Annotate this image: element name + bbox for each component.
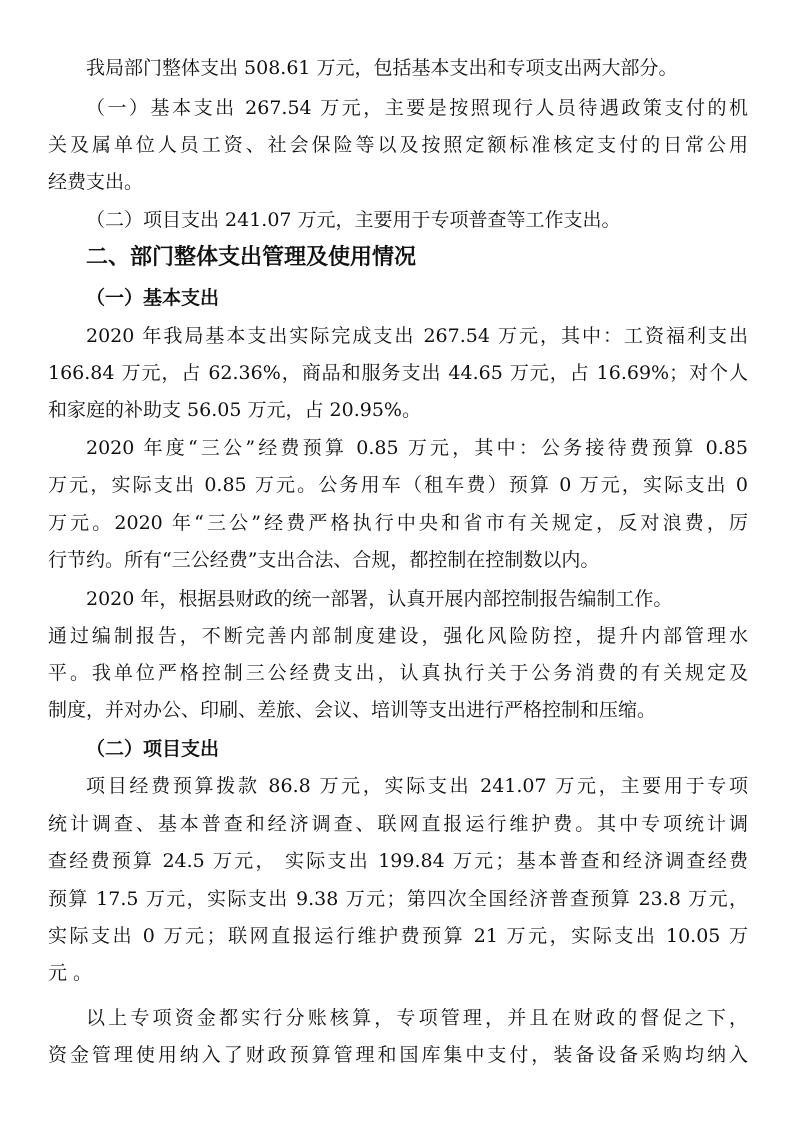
- paragraph-line: 和家庭的补助支 56.05 万元，占 20.95%。: [48, 399, 421, 421]
- paragraph-line: 经费支出。: [48, 171, 144, 193]
- paragraph-line: 统计调查、基本普查和经济调查、联网直报运行维护费。其中专项统计调: [48, 813, 748, 835]
- paragraph-line: 2020 年我局基本支出实际完成支出 267.54 万元，其中：工资福利支出: [86, 325, 748, 347]
- section-heading: 二、部门整体支出管理及使用情况: [86, 245, 417, 270]
- paragraph-line: （一）基本支出 267.54 万元，主要是按照现行人员待遇政策支付的机: [86, 97, 748, 119]
- paragraph-line: 166.84 万元，占 62.36%，商品和服务支出 44.65 万元，占 16.69%；对个人: [48, 362, 748, 384]
- paragraph-line: 万元。2020 年“三公”经费严格执行中央和省市有关规定，反对浪费，厉: [48, 512, 748, 534]
- paragraph-line: 2020 年，根据县财政的统一部署，认真开展内部控制报告编制工作。: [86, 588, 673, 610]
- paragraph-line: 预算 17.5 万元，实际支出 9.38 万元；第四次全国经济普查预算 23.8 万元，: [48, 888, 748, 910]
- paragraph-line: 实际支出 0 万元；联网直报运行维护费预算 21 万元，实际支出 10.05 万: [48, 925, 748, 947]
- paragraph-line: 万元，实际支出 0.85 万元。公务用车（租车费）预算 0 万元，实际支出 0: [48, 474, 748, 496]
- subsection-heading: （一）基本支出: [86, 287, 220, 309]
- paragraph-line: 以上专项资金都实行分账核算，专项管理，并且在财政的督促之下，: [86, 1007, 748, 1029]
- subsection-heading: （二）项目支出: [86, 738, 220, 760]
- paragraph-line: 平。我单位严格控制三公经费支出，认真执行关于公务消费的有关规定及: [48, 662, 748, 684]
- paragraph-line: （二）项目支出 241.07 万元，主要用于专项普查等工作支出。: [86, 209, 621, 231]
- paragraph-line: 资金管理使用纳入了财政预算管理和国库集中支付，装备设备采购均纳入: [48, 1044, 748, 1066]
- paragraph-line: 通过编制报告，不断完善内部制度建设，强化风险防控，提升内部管理水: [48, 625, 748, 647]
- paragraph-line: 元 。: [48, 962, 93, 984]
- paragraph-line: 关及属单位人员工资、社会保险等以及按照定额标准核定支付的日常公用: [48, 134, 748, 156]
- paragraph-line: 查经费预算 24.5 万元， 实际支出 199.84 万元；基本普查和经济调查经费: [48, 850, 748, 872]
- paragraph-line: 2020 年度“三公”经费预算 0.85 万元，其中：公务接待费预算 0.85: [86, 437, 748, 459]
- paragraph-line: 我局部门整体支出 508.61 万元，包括基本支出和专项支出两大部分。: [86, 57, 678, 79]
- paragraph-line: 项目经费预算拨款 86.8 万元，实际支出 241.07 万元，主要用于专项: [86, 775, 748, 797]
- paragraph-line: 制度，并对办公、印刷、差旅、会议、培训等支出进行严格控制和压缩。: [48, 699, 657, 721]
- paragraph-line: 行节约。所有“三公经费”支出合法、合规，都控制在控制数以内。: [48, 549, 600, 571]
